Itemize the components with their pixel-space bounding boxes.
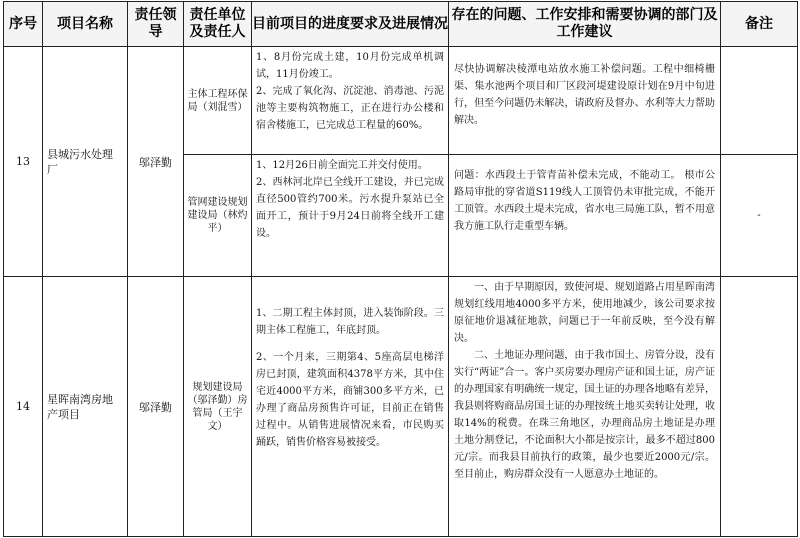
issues-cell bbox=[449, 277, 721, 537]
progress-item: 1、8月份完成土建，10月份完成单机调试，11月份竣工。 bbox=[256, 52, 444, 80]
issue-item: 一、由于早期原因，致使河堤、规划道路占用星晖南湾规划红线用地4000多平方米，使用地减少，该公司要求按原征地价退减征地款，问题已于一年前反映，至今没有解决。 bbox=[454, 282, 715, 344]
table-row bbox=[4, 277, 798, 537]
note-cell bbox=[721, 47, 798, 155]
progress-cell bbox=[252, 155, 449, 277]
note-cell bbox=[721, 277, 798, 537]
progress-item: 1、12月26日前全面完工并交付使用。 bbox=[256, 160, 428, 171]
responsible-leader: 邬泽勤 bbox=[128, 277, 184, 537]
issue-item: 尽快协调解决棱潭电站放水施工补偿问题。工程中细椅栅渠、集水池两个项目和厂区段河堤建设原计划在9月中旬进行，但至今问题仍未解决，请政府及督办、水利等大力帮助解决。 bbox=[454, 64, 715, 126]
header-project-name: 项目名称 bbox=[43, 2, 128, 47]
issues-cell bbox=[449, 47, 721, 155]
note-cell: - bbox=[721, 155, 798, 277]
responsible-unit: 管网建设规划建设局（林灼平） bbox=[184, 155, 252, 277]
issue-item: 根市公路局审批的穿省道S119线人工顶管仍未审批完成，不能开工顶管。水西段土堤未完成，省水电三局施工队，暂不用意我方施工队行走重型车辆。 bbox=[454, 170, 715, 232]
responsible-unit: 主体工程环保局（刘混雪） bbox=[184, 47, 252, 155]
header-row bbox=[4, 2, 798, 47]
issue-item: 问题：水西段土于管青苗补偿未完成，不能动工。 bbox=[454, 170, 681, 181]
header-issues: 存在的问题、工作安排和需要协调的部门及工作建议 bbox=[449, 2, 721, 47]
row-number: 13 bbox=[4, 47, 43, 277]
project-progress-table bbox=[3, 1, 798, 537]
issues-cell bbox=[449, 155, 721, 277]
issue-item: 二、土地证办理问题，由于我市国土、房管分设，没有实行“两证”合一。客户买房要办理房产证和国土证，房产证的办理国家有明确统一规定，国土证的办理各地略有差异，我县则将购商品房国土证的办理按统土地买卖转让处理，收取14%的税费。在珠三角地区，办理商品房土地证是办理土地分割登记，不论面积大小都是按宗计，最多不超过800元/宗。而我县目前执行的政策，最少也要近2000元/宗。至目前止，购房群众没有一人愿意办土地证的。 bbox=[454, 350, 715, 480]
progress-item: 2、西林河北岸已全线开工建设，并已完成直径500管约700米。污水提升泵站已全面开工，预计于9月24日前将全线开工建设。 bbox=[256, 177, 444, 239]
header-responsible-unit: 责任单位及责任人 bbox=[184, 2, 252, 47]
responsible-leader: 邬泽勤 bbox=[128, 47, 184, 277]
progress-item: 2、一个月来，三期第4、5座高层电梯洋房已封顶，建筑面积4378平方米，其中住宅近4000平方米，商铺300多平方米，已办理了商品房预售许可证，目前正在销售过程中。从销售进展情况来看，市民购买踊跃，销售价格容易被接受。 bbox=[256, 352, 444, 448]
progress-item: 2、完成了氧化沟、沉淀池、消毒池、污泥池等主要构筑物施工，正在进行办公楼和宿舍楼施工，已完成总工程量的60%。 bbox=[256, 86, 444, 131]
header-note: 备注 bbox=[721, 2, 798, 47]
progress-item: 1、二期工程主体封顶，进入装饰阶段。三期主体工程施工，年底封顶。 bbox=[256, 308, 444, 336]
progress-cell bbox=[252, 47, 449, 155]
row-number: 14 bbox=[4, 277, 43, 537]
table-row bbox=[4, 47, 798, 155]
responsible-unit: 规划建设局（邬泽勤）房管局（王宇文） bbox=[184, 277, 252, 537]
project-name: 星晖南湾房地产项目 bbox=[43, 277, 128, 537]
progress-cell bbox=[252, 277, 449, 537]
header-leader: 责任领导 bbox=[128, 2, 184, 47]
header-num: 序号 bbox=[4, 2, 43, 47]
header-progress: 目前项目的进度要求及进展情况 bbox=[252, 2, 449, 47]
project-name: 县城污水处理厂 bbox=[43, 47, 128, 277]
